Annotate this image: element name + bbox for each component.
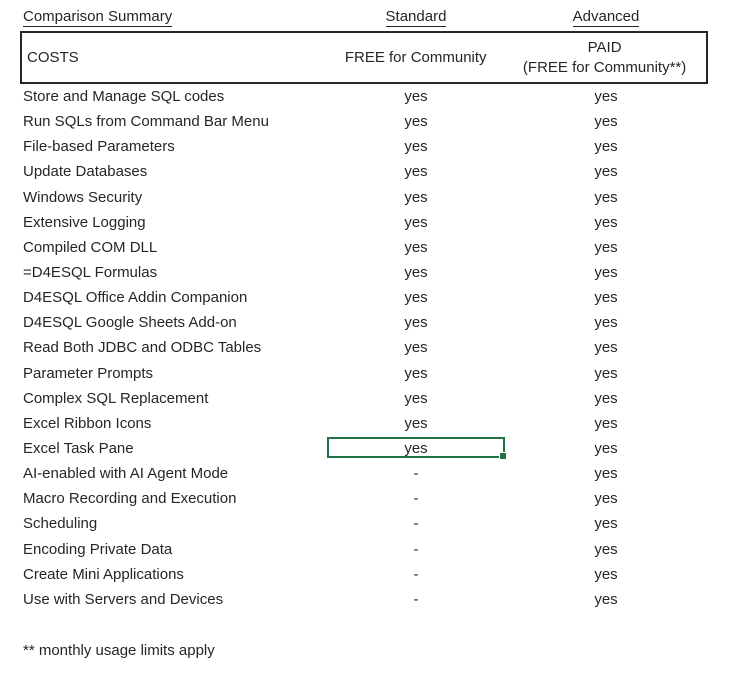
feature-cell[interactable]: Read Both JDBC and ODBC Tables <box>23 339 262 357</box>
feature-cell[interactable]: Macro Recording and Execution <box>23 490 237 508</box>
table-row <box>20 109 708 134</box>
standard-value-cell[interactable]: yes <box>404 264 428 282</box>
standard-value-cell[interactable]: yes <box>404 389 428 407</box>
table-row <box>20 335 708 360</box>
advanced-price-line1: PAID <box>587 38 622 56</box>
feature-cell[interactable]: Scheduling <box>23 515 98 533</box>
table-row <box>20 210 708 235</box>
table-row <box>20 461 708 486</box>
advanced-value-cell[interactable]: yes <box>594 565 618 583</box>
standard-value-cell[interactable]: yes <box>404 213 428 231</box>
feature-rows <box>20 84 708 612</box>
standard-value-cell[interactable]: - <box>413 465 419 483</box>
advanced-value-cell[interactable]: yes <box>594 289 618 307</box>
standard-value-cell[interactable]: yes <box>404 88 428 106</box>
feature-cell[interactable]: D4ESQL Google Sheets Add-on <box>23 314 237 332</box>
standard-value-cell[interactable]: yes <box>404 314 428 332</box>
standard-value-cell[interactable]: - <box>413 490 419 508</box>
header-label-comparison-summary: Comparison Summary <box>23 8 173 25</box>
standard-value-cell[interactable]: - <box>413 515 419 533</box>
table-row <box>20 235 708 260</box>
header-row <box>20 8 708 31</box>
feature-cell[interactable]: AI-enabled with AI Agent Mode <box>23 465 229 483</box>
footnote-row <box>20 638 708 663</box>
table-row <box>20 587 708 612</box>
standard-value-cell[interactable]: yes <box>404 339 428 357</box>
feature-cell[interactable]: Update Databases <box>23 163 148 181</box>
header-cell-standard[interactable] <box>328 8 504 27</box>
standard-value-cell[interactable]: yes <box>404 138 428 156</box>
feature-cell[interactable]: Store and Manage SQL codes <box>23 88 225 106</box>
costs-cell[interactable]: COSTS <box>27 49 79 66</box>
table-row <box>20 310 708 335</box>
table-row <box>20 285 708 310</box>
standard-price-cell[interactable]: FREE for Community <box>344 49 487 66</box>
advanced-value-cell[interactable]: yes <box>594 138 618 156</box>
table-row <box>20 185 708 210</box>
feature-cell[interactable]: Windows Security <box>23 188 143 206</box>
advanced-value-cell[interactable]: yes <box>594 238 618 256</box>
feature-cell[interactable]: Run SQLs from Command Bar Menu <box>23 113 269 131</box>
feature-cell[interactable]: Excel Ribbon Icons <box>23 414 152 432</box>
standard-value-cell[interactable]: yes <box>404 238 428 256</box>
table-row <box>20 84 708 109</box>
table-row <box>20 562 708 587</box>
table-row <box>20 537 708 562</box>
advanced-value-cell[interactable]: yes <box>594 414 618 432</box>
feature-cell[interactable]: File-based Parameters <box>23 138 175 156</box>
standard-value-cell[interactable]: - <box>413 590 419 608</box>
standard-value-cell[interactable]: yes <box>404 113 428 131</box>
header-cell-advanced[interactable] <box>504 8 708 27</box>
table-row <box>20 511 708 536</box>
advanced-value-cell[interactable]: yes <box>594 440 618 458</box>
feature-cell[interactable]: Extensive Logging <box>23 213 146 231</box>
standard-value-cell[interactable]: - <box>413 540 419 558</box>
advanced-value-cell[interactable]: yes <box>594 88 618 106</box>
table-row <box>20 260 708 285</box>
feature-cell[interactable]: Excel Task Pane <box>23 440 134 458</box>
table-row <box>20 159 708 184</box>
table-row <box>20 486 708 511</box>
table-row <box>20 134 708 159</box>
advanced-value-cell[interactable]: yes <box>594 163 618 181</box>
advanced-value-cell[interactable]: yes <box>594 540 618 558</box>
advanced-value-cell[interactable]: yes <box>594 113 618 131</box>
standard-value-cell[interactable]: - <box>413 565 419 583</box>
costs-header-box <box>20 31 708 84</box>
advanced-value-cell[interactable]: yes <box>594 213 618 231</box>
table-row <box>20 361 708 386</box>
advanced-value-cell[interactable]: yes <box>594 188 618 206</box>
table-row <box>20 436 708 461</box>
feature-cell[interactable]: D4ESQL Office Addin Companion <box>23 289 248 307</box>
advanced-value-cell[interactable]: yes <box>594 364 618 382</box>
header-cell-comparison-summary[interactable] <box>20 8 328 27</box>
standard-value-cell[interactable]: yes <box>404 289 428 307</box>
feature-cell[interactable]: Use with Servers and Devices <box>23 590 224 608</box>
table-row <box>20 411 708 436</box>
feature-cell[interactable]: Parameter Prompts <box>23 364 154 382</box>
advanced-value-cell[interactable]: yes <box>594 264 618 282</box>
advanced-value-cell[interactable]: yes <box>594 490 618 508</box>
advanced-value-cell[interactable]: yes <box>594 389 618 407</box>
standard-value-cell[interactable]: yes <box>404 414 428 432</box>
feature-cell[interactable]: Compiled COM DLL <box>23 238 158 256</box>
standard-value-cell[interactable]: yes <box>404 163 428 181</box>
feature-cell[interactable]: Create Mini Applications <box>23 565 184 583</box>
cell-selection-border <box>327 437 505 458</box>
feature-cell[interactable]: Encoding Private Data <box>23 540 173 558</box>
advanced-value-cell[interactable]: yes <box>594 339 618 357</box>
standard-value-cell[interactable]: yes <box>328 440 504 457</box>
advanced-value-cell[interactable]: yes <box>594 314 618 332</box>
advanced-value-cell[interactable]: yes <box>594 590 618 608</box>
advanced-price-line2: (FREE for Community**) <box>522 58 687 76</box>
header-label-advanced: Advanced <box>572 8 640 25</box>
feature-cell[interactable]: =D4ESQL Formulas <box>23 264 158 282</box>
standard-value-cell[interactable]: yes <box>404 188 428 206</box>
advanced-value-cell[interactable]: yes <box>594 515 618 533</box>
advanced-price-cell[interactable] <box>503 38 706 78</box>
footnote-cell[interactable]: ** monthly usage limits apply <box>23 641 215 659</box>
header-label-standard: Standard <box>385 8 447 25</box>
table-row <box>20 386 708 411</box>
advanced-value-cell[interactable]: yes <box>594 465 618 483</box>
feature-cell[interactable]: Complex SQL Replacement <box>23 389 209 407</box>
standard-value-cell[interactable]: yes <box>404 364 428 382</box>
